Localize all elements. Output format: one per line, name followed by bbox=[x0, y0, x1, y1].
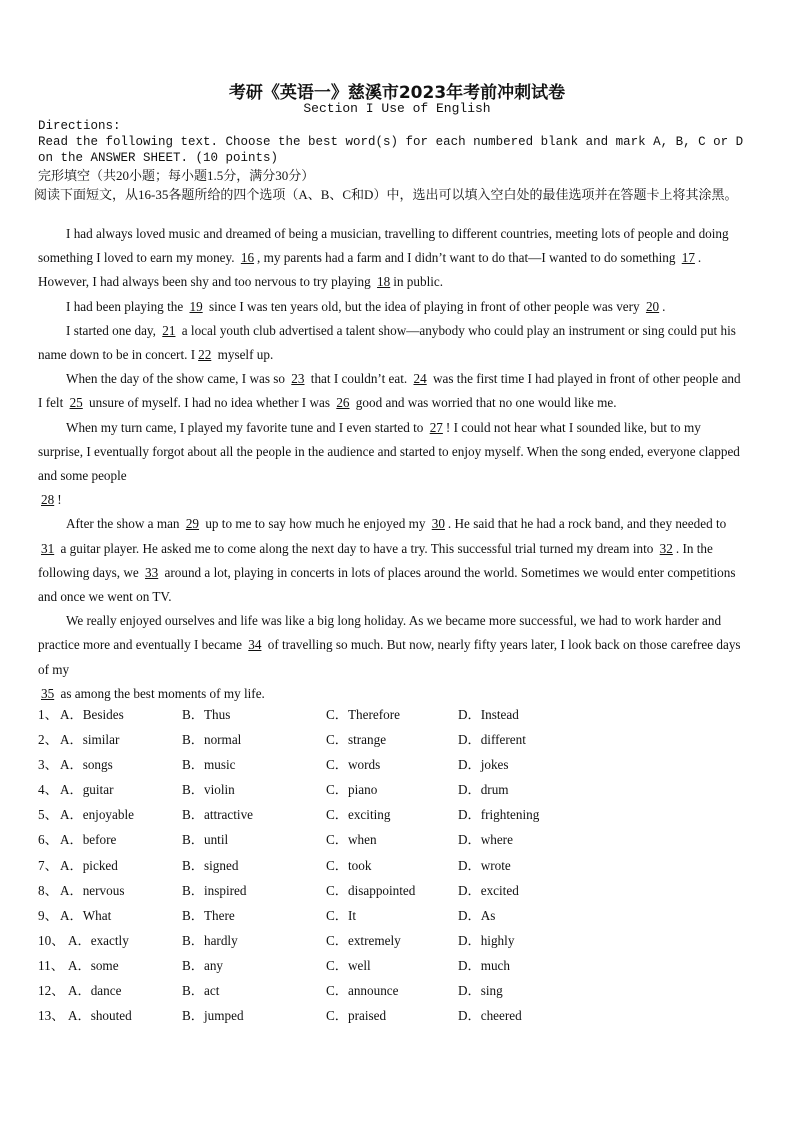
option-d: D．highly bbox=[458, 932, 515, 948]
option-a: A．songs bbox=[60, 757, 113, 773]
passage-text: ! bbox=[57, 492, 62, 508]
directions-label: Directions: bbox=[38, 119, 121, 133]
option-d: D．sing bbox=[458, 983, 503, 999]
option-c: C．extremely bbox=[326, 932, 401, 948]
passage-text: We really enjoyed ourselves and life was like a big long holiday. As we became more successful, we had to work harder and practice more and eventually I became bbox=[38, 613, 722, 653]
passage-text: I had always loved music and dreamed of being a musician, travelling to different countries, meeting lots of people and doing something I loved to earn my money. bbox=[38, 226, 729, 266]
question-row bbox=[38, 729, 738, 754]
option-c: C．Therefore bbox=[326, 707, 400, 722]
option-b: B．music bbox=[182, 757, 236, 773]
section-subtitle: Section I Use of English bbox=[303, 101, 491, 116]
option-d: D．where bbox=[458, 832, 513, 848]
option-c: C．disappointed bbox=[326, 882, 416, 898]
blank-26: 26 bbox=[336, 395, 350, 411]
page-title: 考研《英语一》慈溪市2023年考前冲刺试卷 bbox=[228, 83, 566, 103]
directions-text: Read the following text. Choose the best word(s) for each numbered blank and mark A, B, C or D on the ANSWER SHEET. (10 points) bbox=[38, 135, 744, 165]
cloze-heading: 完形填空（共20小题；每小题1.5分，满分30分） bbox=[38, 168, 315, 183]
option-b: B．There bbox=[182, 907, 235, 923]
passage-text: since I was ten years old, but the idea of playing in front of other people was very bbox=[205, 298, 643, 314]
passage-text: I started one day, bbox=[66, 322, 160, 338]
option-a: A．nervous bbox=[60, 882, 125, 898]
option-b: B．attractive bbox=[182, 807, 254, 823]
blank-30: 30 bbox=[431, 516, 445, 532]
blank-22: 22 bbox=[198, 347, 212, 363]
option-c: C．when bbox=[326, 832, 377, 848]
passage-text: ! I could not hear what I sounded like, but to my surprise, I eventually forgot about all the people in the audience and started to enjoy myself. When the song ended, everyone clapped and some people bbox=[38, 419, 740, 484]
question-number: 8、 bbox=[38, 882, 58, 898]
blank-23: 23 bbox=[291, 371, 305, 387]
question-number: 7、 bbox=[38, 857, 58, 873]
question-number: 11、 bbox=[38, 957, 64, 973]
passage-paragraph bbox=[38, 295, 748, 319]
blank-17: 17 bbox=[681, 250, 695, 266]
blank-33: 33 bbox=[145, 564, 159, 580]
question-row bbox=[38, 905, 738, 930]
option-b: B．Thus bbox=[182, 707, 231, 722]
option-c: C．announce bbox=[326, 983, 399, 999]
passage-paragraph bbox=[38, 367, 748, 415]
question-row bbox=[38, 704, 738, 729]
option-d: D．much bbox=[458, 957, 511, 973]
option-b: B．violin bbox=[182, 782, 235, 798]
passage-text: in public. bbox=[393, 274, 444, 290]
passage-text: When my turn came, I played my favorite tune and I even started to bbox=[66, 419, 427, 435]
passage-text: up to me to say how much he enjoyed my bbox=[202, 516, 429, 532]
option-c: C．exciting bbox=[326, 807, 391, 823]
passage-text: myself up. bbox=[214, 347, 274, 363]
cloze-instruction: 阅读下面短文，从16-35各题所给的四个选项（A、B、C和D）中，选出可以填入空白处的最佳选项并在答题卡上将其涂黑。 bbox=[34, 187, 738, 202]
option-c: C．It bbox=[326, 907, 357, 923]
question-row bbox=[38, 829, 738, 854]
question-row bbox=[38, 955, 738, 980]
passage-text: around a lot, playing in concerts in lots of places around the world. Sometimes we would enter competitions and once we went on TV. bbox=[38, 564, 736, 605]
passage-text: unsure of myself. I had no idea whether I was bbox=[85, 395, 334, 411]
passage-text: . He said that he had a rock band, and they needed to bbox=[447, 516, 727, 532]
passage-paragraph bbox=[38, 512, 748, 609]
question-row bbox=[38, 980, 738, 1005]
question-row bbox=[38, 1005, 738, 1030]
option-a: A．dance bbox=[68, 983, 122, 999]
passage-text: When the day of the show came, I was so bbox=[66, 371, 289, 387]
passage-paragraph bbox=[38, 416, 748, 489]
passage-text: , my parents had a farm and I didn’t want to do that—I wanted to do something bbox=[257, 250, 679, 266]
passage-text: . However, I had always been shy and too nervous to try playing bbox=[38, 250, 702, 290]
passage bbox=[38, 222, 748, 706]
passage-paragraph bbox=[38, 609, 748, 682]
option-d: D．As bbox=[458, 907, 496, 923]
passage-text: good and was worried that no one would like me. bbox=[352, 395, 617, 411]
passage-text: a guitar player. He asked me to come along the next day to have a try. This successful trial turned my dream into bbox=[57, 540, 657, 556]
option-d: D．frightening bbox=[458, 807, 540, 823]
option-a: A．exactly bbox=[68, 932, 129, 948]
passage-text: I had been playing the bbox=[66, 298, 187, 314]
option-d: D．different bbox=[458, 732, 526, 748]
question-number: 5、 bbox=[38, 807, 58, 823]
passage-paragraph bbox=[38, 319, 748, 367]
option-b: B．normal bbox=[182, 732, 242, 748]
passage-text: as among the best moments of my life. bbox=[57, 685, 265, 701]
option-d: D．cheered bbox=[458, 1008, 522, 1024]
question-number: 3、 bbox=[38, 757, 58, 773]
option-a: A．picked bbox=[60, 857, 118, 873]
option-c: C．piano bbox=[326, 782, 378, 798]
passage-text: of travelling so much. But now, nearly fifty years later, I look back on those carefree days of my bbox=[38, 637, 741, 677]
blank-16: 16 bbox=[240, 250, 255, 266]
passage-paragraph bbox=[38, 682, 748, 706]
option-b: B．until bbox=[182, 832, 229, 848]
option-a: A．guitar bbox=[60, 782, 114, 798]
option-a: A．Besides bbox=[60, 707, 124, 722]
blank-24: 24 bbox=[413, 371, 427, 387]
blank-25: 25 bbox=[69, 395, 83, 411]
option-a: A．What bbox=[60, 907, 112, 923]
option-d: D．drum bbox=[458, 782, 509, 798]
option-b: B．inspired bbox=[182, 882, 247, 898]
blank-35: 35 bbox=[41, 685, 55, 701]
option-c: C．words bbox=[326, 757, 381, 773]
blank-29: 29 bbox=[185, 516, 200, 532]
blank-34: 34 bbox=[248, 637, 262, 653]
passage-text: . In the following days, we bbox=[38, 540, 713, 580]
blank-19: 19 bbox=[189, 298, 203, 314]
blank-32: 32 bbox=[659, 540, 673, 556]
option-c: C．praised bbox=[326, 1008, 387, 1024]
option-b: B．signed bbox=[182, 857, 239, 873]
passage-text: that I couldn’t eat. bbox=[307, 371, 411, 387]
question-row bbox=[38, 880, 738, 905]
question-number: 13、 bbox=[38, 1008, 65, 1024]
blank-28: 28 bbox=[41, 492, 55, 508]
question-options bbox=[38, 704, 738, 1030]
question-row bbox=[38, 930, 738, 955]
passage-text: a local youth club advertised a talent show—anybody who could play an instrument or sing could put his name down to be in concert. I bbox=[38, 322, 736, 363]
passage-text: After the show a man bbox=[66, 516, 183, 532]
option-d: D．Instead bbox=[458, 707, 519, 722]
option-a: A．some bbox=[68, 957, 119, 973]
option-a: A．similar bbox=[60, 732, 120, 748]
option-b: B．any bbox=[182, 957, 224, 973]
blank-20: 20 bbox=[645, 298, 660, 314]
option-b: B．jumped bbox=[182, 1008, 244, 1024]
option-b: B．act bbox=[182, 983, 220, 999]
option-d: D．wrote bbox=[458, 857, 511, 873]
option-b: B．hardly bbox=[182, 932, 238, 948]
passage-text: . bbox=[662, 298, 666, 314]
option-c: C．well bbox=[326, 957, 371, 973]
blank-27: 27 bbox=[429, 419, 443, 435]
option-a: A．shouted bbox=[68, 1008, 132, 1024]
blank-31: 31 bbox=[41, 540, 55, 556]
option-a: A．enjoyable bbox=[60, 807, 134, 823]
question-row bbox=[38, 754, 738, 779]
blank-18: 18 bbox=[377, 274, 391, 290]
option-a: A．before bbox=[60, 832, 117, 848]
blank-21: 21 bbox=[162, 322, 176, 338]
question-number: 10、 bbox=[38, 932, 65, 948]
question-row bbox=[38, 779, 738, 804]
option-c: C．took bbox=[326, 857, 372, 873]
question-number: 12、 bbox=[38, 983, 65, 999]
option-c: C．strange bbox=[326, 732, 387, 748]
question-row bbox=[38, 855, 738, 880]
passage-text: was the first time I had played in front of other people and I felt bbox=[38, 371, 741, 411]
question-number: 2、 bbox=[38, 732, 58, 748]
option-d: D．jokes bbox=[458, 757, 509, 773]
question-number: 6、 bbox=[38, 832, 58, 848]
passage-paragraph bbox=[38, 488, 748, 512]
question-row bbox=[38, 804, 738, 829]
passage-paragraph bbox=[38, 222, 748, 295]
option-d: D．excited bbox=[458, 882, 519, 898]
question-number: 9、 bbox=[38, 907, 58, 923]
question-number: 1、 bbox=[38, 707, 58, 722]
question-number: 4、 bbox=[38, 782, 58, 798]
